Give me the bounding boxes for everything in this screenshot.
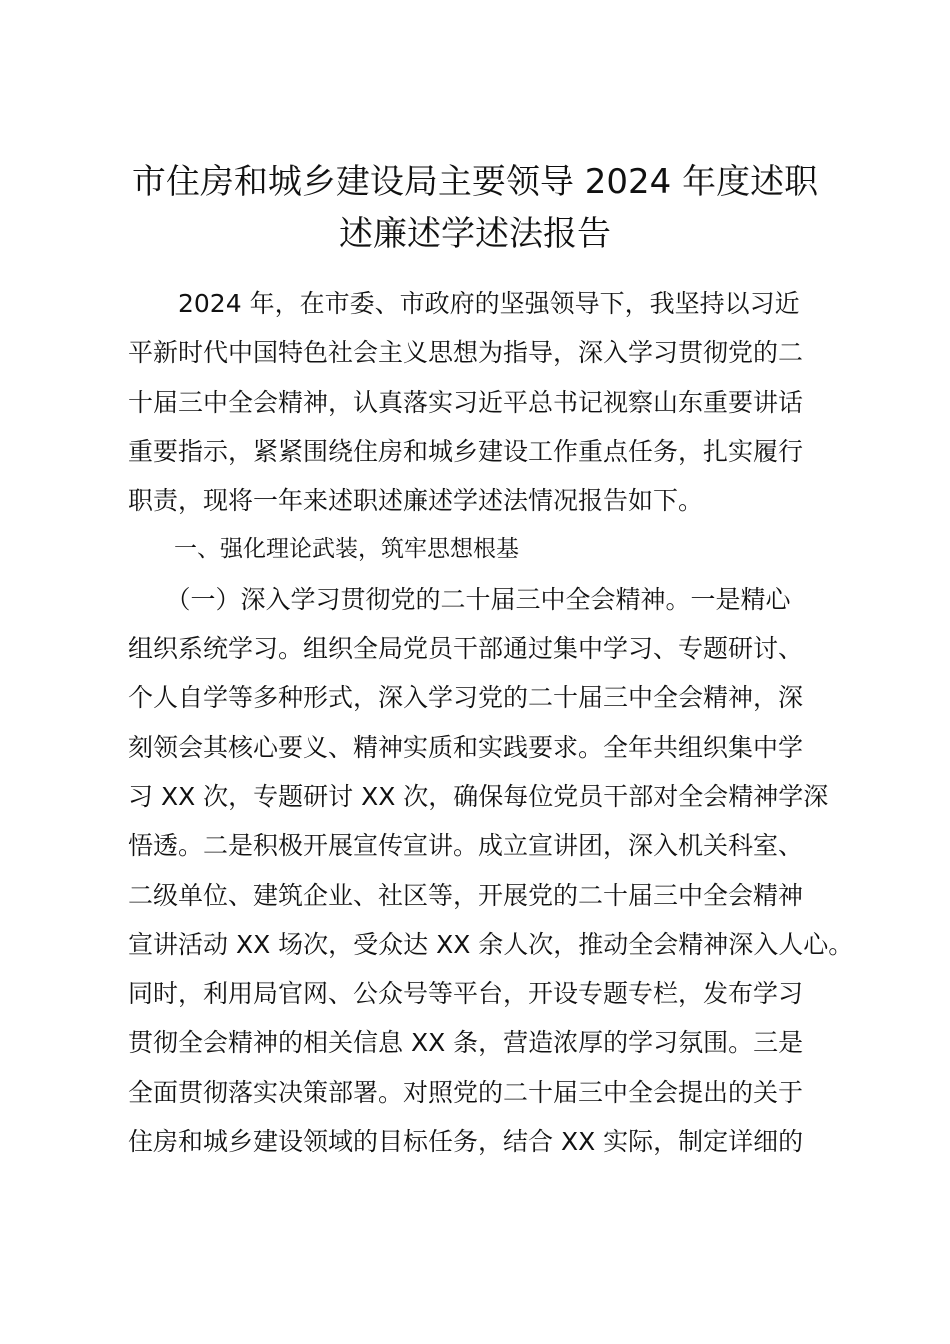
- body-line: 住房和城乡建设领域的目标任务，结合 XX 实际，制定详细的: [128, 1127, 804, 1157]
- body-line: 二级单位、建筑企业、社区等，开展党的二十届三中全会精神: [128, 880, 804, 910]
- title-line-1: 市住房和城乡建设局主要领导 2024 年度述职: [131, 162, 819, 202]
- body-line: 宣讲活动 XX 场次，受众达 XX 余人次，推动全会精神深入人心。: [128, 929, 854, 959]
- body-line: 重要指示，紧紧围绕住房和城乡建设工作重点任务，扎实履行: [128, 436, 804, 466]
- body-line: 刻领会其核心要义、精神实质和实践要求。全年共组织集中学: [128, 732, 804, 762]
- body-line: 全面贯彻落实决策部署。对照党的二十届三中全会提出的关于: [128, 1077, 804, 1107]
- document-body: [128, 279, 854, 1166]
- body-line: 贯彻全会精神的相关信息 XX 条，营造浓厚的学习氛围。三是: [128, 1028, 804, 1058]
- body-line: 平新时代中国特色社会主义思想为指导，深入学习贯彻党的二: [128, 338, 804, 368]
- title-line-2: 述廉述学述法报告: [339, 214, 611, 254]
- body-line: 悟透。二是积极开展宣传宣讲。成立宣讲团，深入机关科室、: [128, 831, 804, 861]
- body-line: 同时，利用局官网、公众号等平台，开设专题专栏，发布学习: [128, 979, 804, 1009]
- body-line: 习 XX 次，专题研讨 XX 次，确保每位党员干部对全会精神学深: [128, 781, 829, 811]
- document-title: [100, 156, 850, 260]
- body-line: 组织系统学习。组织全局党员干部通过集中学习、专题研讨、: [128, 634, 804, 664]
- section-heading: 一、强化理论武装，筑牢思想根基: [128, 536, 519, 563]
- body-line: 个人自学等多种形式，深入学习党的二十届三中全会精神，深: [128, 683, 804, 713]
- body-line: 2024 年，在市委、市政府的坚强领导下，我坚持以习近: [128, 289, 800, 318]
- body-line: （一）深入学习贯彻党的二十届三中全会精神。一是精心: [128, 584, 791, 614]
- body-line: 十届三中全会精神，认真落实习近平总书记视察山东重要讲话: [128, 387, 804, 417]
- body-line: 职责，现将一年来述职述廉述学述法情况报告如下。: [128, 486, 704, 516]
